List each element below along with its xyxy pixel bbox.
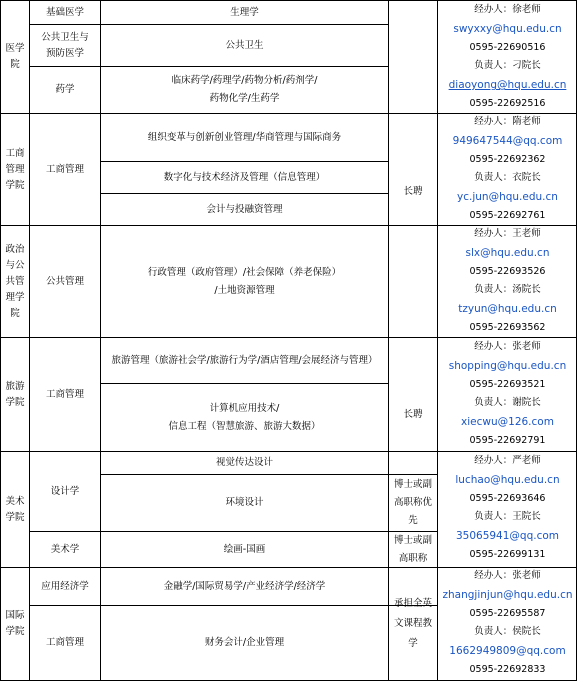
discipline-cell: 设计学 [50, 485, 80, 497]
college-cell-medicine: 医学 院 [5, 43, 25, 70]
discipline-cell: 基础医学 [45, 6, 84, 18]
head-label: 负责人：王院长 [474, 511, 541, 523]
phone-number: 0595-22692833 [469, 663, 546, 675]
contact-cell-business [438, 113, 577, 226]
email-link[interactable]: shopping@hqu.edu.cn [448, 359, 567, 372]
contact-cell-international [438, 567, 577, 680]
email-link[interactable]: yc.jun@hqu.edu.cn [457, 191, 558, 204]
requirement-cell [389, 226, 437, 337]
direction-cell: 财务会计/企业管理 [204, 637, 285, 648]
agent-label: 经办人：隋老师 [474, 116, 541, 127]
direction-cell: 计算机应用技术/ 信息工程（智慧旅游、旅游大数据） [168, 402, 321, 432]
contact-cell-medicine [438, 1, 577, 114]
email-link[interactable]: luchao@hqu.edu.cn [455, 473, 560, 486]
direction-cell: 绘画-国画 [223, 543, 266, 555]
direction-cell: 组织变革与创新创业管理/华商管理与国际商务 [147, 131, 342, 143]
requirement-cell [389, 452, 437, 474]
college-cell-tourism: 旅游 学院 [5, 380, 25, 408]
contact-cell-public-admin [438, 225, 577, 338]
email-link[interactable]: 1662949809@qq.com [449, 645, 566, 658]
direction-cell: 旅游管理（旅游社会学/旅游行为学/酒店管理/会展经济与管理） [111, 354, 378, 366]
requirement-cell [389, 1, 437, 113]
phone-number: 0595-22692761 [469, 209, 546, 221]
direction-cell: 行政管理（政府管理）/社会保障（养老保险） /土地资源管理 [147, 266, 342, 296]
phone-number: 0595-22693646 [469, 492, 546, 504]
college-cell-public-admin: 政治 与公 共管 理学 院 [5, 243, 25, 319]
phone-number: 0595-22699131 [469, 548, 546, 560]
requirement-cell: 博士或副 高职称优 先 [393, 479, 432, 526]
head-label: 负责人：汤院长 [474, 284, 541, 296]
discipline-cell: 公共管理 [45, 275, 84, 287]
requirement-cell: 承担全英 文课程教 学 [393, 598, 432, 649]
phone-number: 0595-22692362 [469, 153, 546, 165]
email-link[interactable]: 949647544@qq.com [452, 134, 563, 147]
email-link[interactable]: diaoyong@hqu.edu.cn [448, 79, 567, 92]
email-link[interactable]: xiecwu@126.com [461, 416, 554, 429]
discipline-cell: 美术学 [50, 543, 80, 555]
email-link[interactable]: tzyun@hqu.edu.cn [458, 303, 557, 316]
direction-cell: 数字化与技术经济及管理（信息管理） [163, 171, 326, 183]
agent-label: 经办人：王老师 [474, 228, 541, 239]
email-link[interactable]: zhangjinjun@hqu.edu.cn [442, 588, 573, 601]
discipline-cell: 应用经济学 [41, 580, 89, 592]
agent-label: 经办人：严老师 [474, 455, 541, 466]
phone-number: 0595-22690516 [469, 41, 546, 53]
college-cell-international: 国际 学院 [5, 610, 25, 637]
phone-number: 0595-22695587 [469, 607, 546, 619]
discipline-cell: 公共卫生与 预防医学 [41, 31, 89, 59]
direction-cell: 公共卫生 [225, 39, 264, 51]
agent-label: 经办人：张老师 [474, 570, 541, 581]
discipline-cell: 药学 [55, 84, 75, 95]
discipline-cell: 工商管理 [45, 163, 84, 175]
college-cell-fine-arts: 美术 学院 [5, 495, 25, 523]
agent-label: 经办人：徐老师 [474, 4, 541, 15]
requirement-cell: 长聘 [403, 408, 423, 420]
discipline-cell: 工商管理 [45, 637, 84, 648]
contact-cell-tourism [438, 338, 577, 451]
phone-number: 0595-22692791 [469, 434, 546, 446]
direction-cell: 视觉传达设计 [215, 457, 273, 468]
agent-label: 经办人：张老师 [474, 341, 541, 352]
requirement-cell: 博士或副 高职称 [393, 534, 432, 564]
head-label: 负责人：衣院长 [474, 172, 541, 184]
direction-cell: 金融学/国际贸易学/产业经济学/经济学 [163, 580, 326, 592]
email-link[interactable]: swyxxy@hqu.edu.cn [453, 22, 562, 35]
direction-cell: 生理学 [230, 6, 259, 18]
head-label: 负责人：刁院长 [474, 60, 541, 72]
college-cell-business: 工商 管理 学院 [5, 147, 25, 191]
phone-number: 0595-22693521 [469, 378, 546, 390]
direction-cell: 环境设计 [225, 497, 264, 508]
phone-number: 0595-22693526 [469, 265, 546, 277]
phone-number: 0595-22693562 [469, 321, 546, 333]
requirement-cell: 长聘 [403, 186, 423, 197]
contact-cell-fine-arts [438, 452, 577, 565]
direction-cell: 临床药学/药理学/药物分析/药剂学/ 药物化学/生药学 [171, 75, 318, 104]
direction-cell: 会计与投融资管理 [206, 203, 283, 215]
email-link[interactable]: 35065941@qq.com [455, 530, 560, 543]
discipline-cell: 工商管理 [45, 388, 84, 400]
phone-number: 0595-22692516 [469, 97, 546, 109]
email-link[interactable]: slx@hqu.edu.cn [465, 246, 550, 259]
head-label: 负责人：侯院长 [474, 626, 541, 638]
head-label: 负责人：谢院长 [474, 397, 541, 409]
